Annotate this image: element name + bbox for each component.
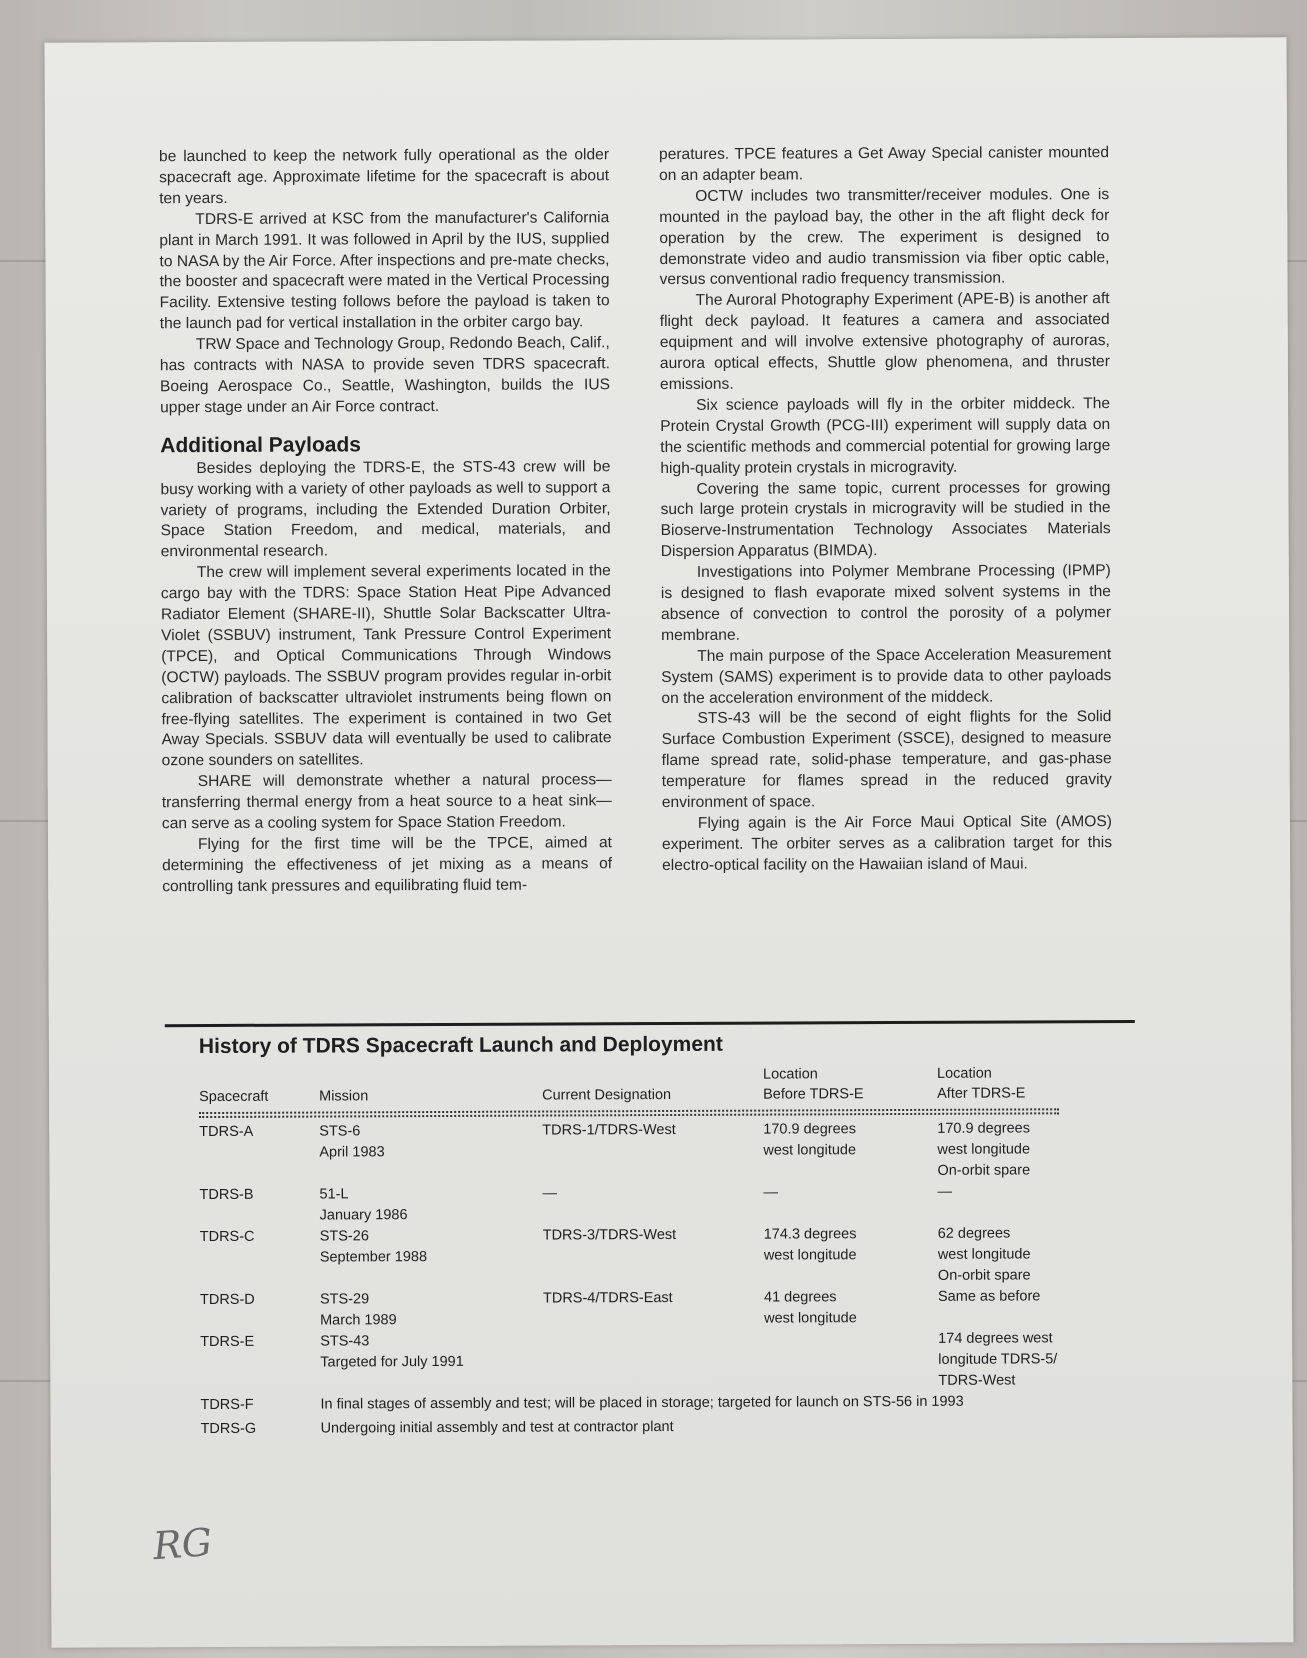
cell-spacecraft: TDRS-D [199,1291,255,1309]
cell-location-after: — [937,1183,953,1200]
cell-spacecraft: TDRS-E [200,1333,255,1351]
paragraph: The Auroral Photography Experiment (APE-B) is another aft flight deck payload. It features a camera and associated equipment and will involve extensive photography of auroras, aurora optical effects, Shuttle glow phenomena, and thruster emissions. [659,290,1110,394]
section-heading: Additional Payloads [160,433,362,457]
cell-status: Undergoing initial assembly and test at contractor plant [320,1418,674,1437]
cell-spacecraft: TDRS-B [199,1186,254,1204]
cell-designation: TDRS-3/TDRS-West [542,1226,677,1244]
header-mission: Mission [319,1088,369,1105]
paragraph: The main purpose of the Space Acceleration Measurement System (SAMS) experiment is to provide data to other payloads on the acceleration environment of the middeck. [661,645,1112,707]
cell-spacecraft: TDRS-C [199,1228,255,1246]
cell-location-before: 170.9 degrees west longitude [763,1121,857,1159]
cell-location-before: 41 degrees west longitude [763,1289,857,1327]
cell-location-after: 170.9 degrees west longitude On-orbit spare [937,1120,1031,1179]
cell-location-after: Same as before [937,1288,1041,1305]
history-table [199,1026,1101,1443]
cell-spacecraft: TDRS-F [200,1396,254,1414]
table-row [200,1328,1100,1395]
table-header [199,1059,1099,1107]
paragraph: TRW Space and Technology Group, Redondo Beach, Calif., has contracts with NASA to provide seven TDRS spacecraft. Boeing Aerospace Co., Seattle, Washington, builds the IUS upper stage under an Air Force contract. [159,334,611,417]
header-double-rule [199,1108,1059,1118]
cell-spacecraft: TDRS-G [200,1420,257,1438]
cell-location-before: 174.3 degrees west longitude [763,1226,857,1264]
table-row [200,1286,1100,1332]
header-location-before: Location Before TDRS-E [762,1066,864,1103]
cell-location-after: 174 degrees west longitude TDRS-5/ TDRS-West [938,1330,1058,1389]
cell-mission: STS-43 Targeted for July 1991 [320,1333,464,1371]
left-column [159,145,612,898]
paragraph: Besides deploying the TDRS-E, the STS-43 crew will be busy working with a variety of other payloads as well to support a variety of programs, including the Extended Duration Orbiter, Space Station Freedom, and medical, materials, and environmental research. [160,457,611,561]
cell-status: In final stages of assembly and test; will be placed in storage; targeted for launch on STS-56 in 1993 [320,1393,964,1413]
paragraph: Six science payloads will fly in the orbiter middeck. The Protein Crystal Growth (PCG-III) experiment will supply data on the scientific methods and commercial potential for growing large high-quality protein crystals in microgravity. [660,394,1111,477]
table-row [200,1223,1100,1290]
paragraph: Flying again is the Air Force Maui Optical Site (AMOS) experiment. The orbiter serves as a calibration target for this electro-optical facility on the Hawaiian island of Maui. [661,813,1113,874]
cell-designation: TDRS-1/TDRS-West [542,1121,676,1139]
table-row [199,1118,1099,1185]
header-spacecraft: Spacecraft [199,1088,269,1106]
table-body [199,1118,1100,1443]
document-page [45,37,1294,1647]
header-location-after: Location After TDRS-E [936,1065,1026,1102]
table-row [201,1415,1101,1443]
paragraph: peratures. TPCE features a Get Away Special canister mounted on an adapter beam. [658,144,1110,184]
right-column [659,143,1112,877]
paragraph: OCTW includes two transmitter/receiver modules. One is mounted in the payload bay, the other in the aft flight deck for operation by the crew. The experiment is designed to demonstrate video and audio transmission via fiber optic cable, versus conventional radio frequency transmission. [659,185,1110,289]
paragraph: Covering the same topic, current processes for growing such large protein crystals in microgravity will be studied in the Bioserve-Instrumentation Technology Associates Materials Dispersion Apparatus (BIMDA). [660,478,1111,561]
cell-mission: STS-26 September 1988 [319,1228,428,1266]
cell-mission: STS-29 March 1989 [319,1291,397,1329]
paragraph: Flying for the first time will be the TPCE, aimed at determining the effectiveness of jet mixing as a means of controlling tank pressures and equilibrating fluid tem- [162,834,613,896]
paragraph: SHARE will demonstrate whether a natural process—transferring thermal energy from a heat source to a heat sink—can serve as a cooling system for Space Station Freedom. [161,771,612,833]
cell-designation: TDRS-4/TDRS-East [542,1289,673,1307]
cell-mission: STS-6 April 1983 [319,1123,385,1161]
handwritten-initials: RG [151,1520,214,1569]
paragraph: The crew will implement several experiments located in the cargo bay with the TDRS: Space Station Heat Pipe Advanced Radiator Element (SHARE-II), Shuttle Solar Backscatter Ultra-Violet (SSBUV) instrument, Tank Pressure Control Experiment (TPCE), and Optical Communications Through Windows (OCTW) payloads. The SSBUV program provides regular in-orbit calibration of backscatter ultraviolet instruments being flown on free-flying satellites. The experiment is contained in two Get Away Specials. SSBUV data will eventually be used to calibrate ozone sounders on satellites. [160,562,612,770]
paragraph: be launched to keep the network fully operational as the older spacecraft age. Approximate lifetime for the spacecraft is about ten years. [158,146,610,208]
table-title: History of TDRS Spacecraft Launch and Deployment [198,1032,723,1059]
cell-spacecraft: TDRS-A [199,1123,254,1141]
header-designation: Current Designation [542,1086,672,1104]
paragraph: Investigations into Polymer Membrane Processing (IPMP) is designed to flash evaporate mixed solvent systems in the absence of convection to control the porosity of a polymer membrane. [660,562,1112,644]
table-row [199,1181,1099,1227]
paragraph: STS-43 will be the second of eight flights for the Solid Surface Combustion Experiment (SSCE), designed to measure flame spread rate, solid-phase temperature, and gas-phase temperature for flames spread in the reduced gravity environment of space. [661,708,1112,812]
cell-location-after: 62 degrees west longitude On-orbit spare [937,1225,1031,1284]
cell-designation: — [542,1185,558,1202]
paragraph: TDRS-E arrived at KSC from the manufacturer's California plant in March 1991. It was followed in April by the IUS, supplied to NASA by the Air Force. After inspections and pre-mate checks, the booster and spacecraft were mated in the Vertical Processing Facility. Extensive testing follows before the payload is taken to the launch pad for vertical installation in the orbiter cargo bay. [159,208,610,333]
cell-location-before: — [763,1184,779,1201]
cell-mission: 51-L January 1986 [319,1186,408,1224]
